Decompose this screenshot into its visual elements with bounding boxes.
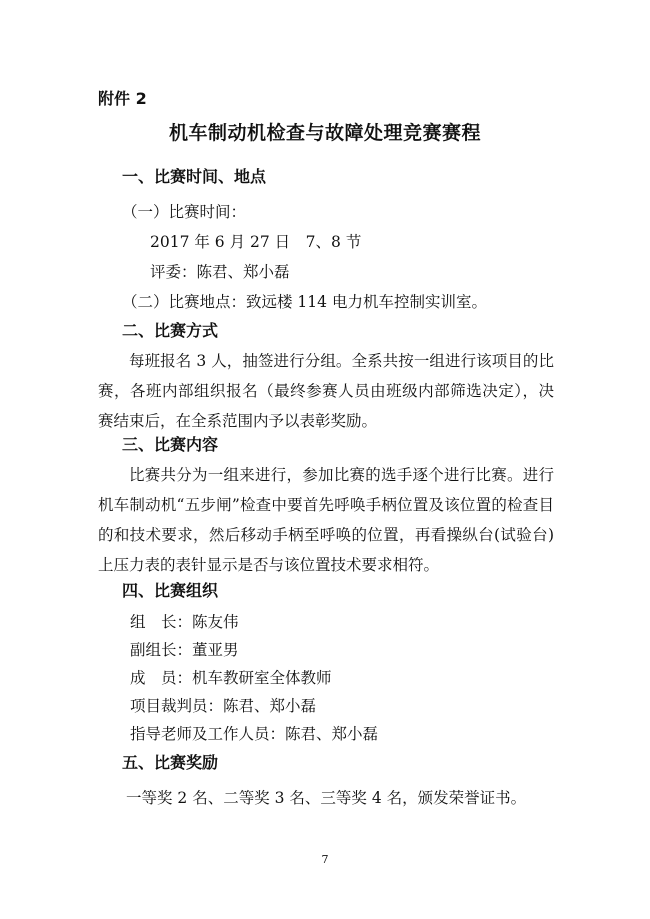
section3-body: 比赛共分为一组来进行，参加比赛的选手逐个进行比赛。进行机车制动机“五步闸”检查中要首先呼唤手柄位置及该位置的检查目的和技术要求，然后移动手柄至呼唤的位置，再看操纵台(试验台)上压力表的表针显示是否与该位置技术要求相符。 (98, 466, 554, 574)
attachment-label: 附件 2 (98, 89, 147, 108)
section4-heading: 四、比赛组织 (122, 581, 219, 600)
place-line: （二）比赛地点：致远楼 114 电力机车控制实训室。 (122, 293, 487, 311)
section2-heading: 二、比赛方式 (122, 321, 219, 340)
section5-heading: 五、比赛奖励 (122, 753, 219, 772)
section3-heading: 三、比赛内容 (122, 435, 219, 454)
page-number: 7 (321, 853, 329, 866)
section1-heading: 一、比赛时间、地点 (122, 167, 267, 186)
referees-line: 项目裁判员：陈君、郑小磊 (130, 697, 317, 715)
time-label: （一）比赛时间： (122, 203, 247, 221)
section5-body: 一等奖 2 名、二等奖 3 名、三等奖 4 名，颁发荣誉证书。 (126, 789, 527, 807)
vice-leader-line: 副组长：董亚男 (130, 641, 239, 659)
document-title: 机车制动机检查与故障处理竞赛赛程 (168, 122, 481, 144)
section2-body: 每班报名 3 人，抽签进行分组。全系共按一组进行该项目的比赛，各班内部组织报名（最终参赛人员由班级内部筛选决定），决赛结束后，在全系范围内予以表彰奖励。 (98, 352, 554, 430)
members-line: 成 员：机车教研室全体教师 (130, 669, 332, 687)
leader-line: 组 长：陈友伟 (130, 613, 239, 631)
time-value: 2017 年 6 月 27 日 7、8 节 (150, 233, 362, 251)
judges-line: 评委：陈君、郑小磊 (150, 263, 290, 281)
staff-line: 指导老师及工作人员：陈君、郑小磊 (130, 725, 379, 743)
